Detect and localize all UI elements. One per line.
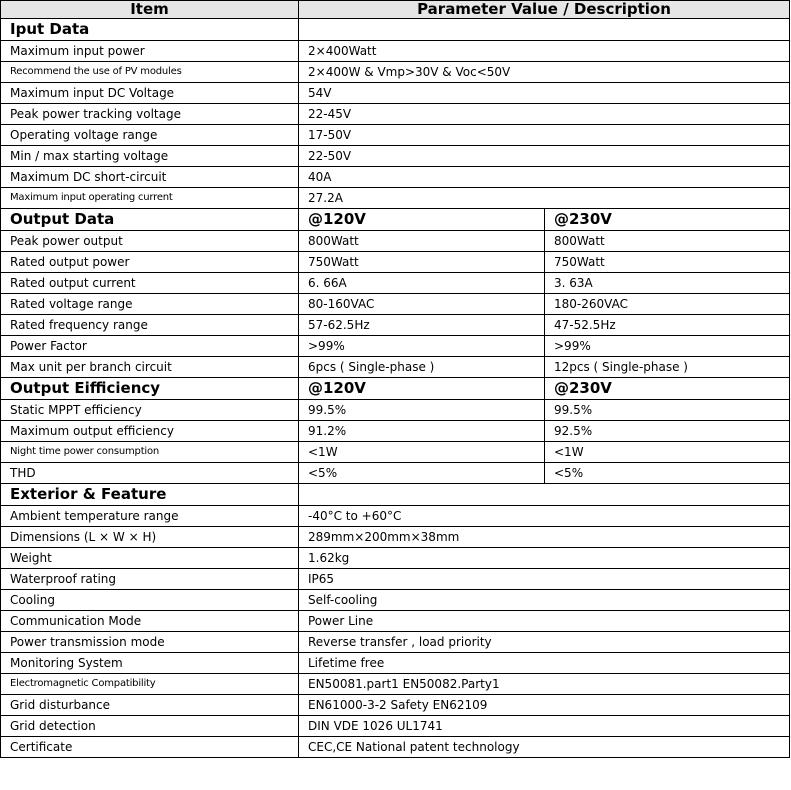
table-row <box>1 695 790 716</box>
row-value-230v: 47-52.5Hz <box>545 315 790 336</box>
row-label: Static MPPT efficiency <box>1 400 299 421</box>
row-value: 2×400Watt <box>299 41 790 62</box>
row-value-120v: 80-160VAC <box>299 294 545 315</box>
table-row <box>1 611 790 632</box>
row-label: Monitoring System <box>1 653 299 674</box>
row-value-230v: 800Watt <box>545 231 790 252</box>
table-row <box>1 315 790 336</box>
row-label: Maximum input power <box>1 41 299 62</box>
row-label: Grid detection <box>1 716 299 737</box>
row-value-120v: >99% <box>299 336 545 357</box>
row-label: Rated voltage range <box>1 294 299 315</box>
row-value-230v: 3. 63A <box>545 273 790 294</box>
table-row <box>1 231 790 252</box>
row-label: Rated frequency range <box>1 315 299 336</box>
output-efficiency-header-row <box>1 378 790 400</box>
table-row <box>1 569 790 590</box>
row-label: Peak power output <box>1 231 299 252</box>
row-value-230v: <1W <box>545 442 790 463</box>
row-label: Cooling <box>1 590 299 611</box>
table-row <box>1 506 790 527</box>
table-row <box>1 125 790 146</box>
row-label: Maximum input operating current <box>1 188 299 209</box>
row-value-230v: 92.5% <box>545 421 790 442</box>
row-value-120v: 57-62.5Hz <box>299 315 545 336</box>
row-label: Grid disturbance <box>1 695 299 716</box>
row-value: Power Line <box>299 611 790 632</box>
row-value-230v: 750Watt <box>545 252 790 273</box>
row-value-120v: 800Watt <box>299 231 545 252</box>
row-label: THD <box>1 463 299 484</box>
row-value-230v: 99.5% <box>545 400 790 421</box>
table-row <box>1 167 790 188</box>
table-row <box>1 104 790 125</box>
row-value: 22-50V <box>299 146 790 167</box>
row-label: Maximum DC short-circuit <box>1 167 299 188</box>
output-efficiency-title: Output Eifficiency <box>1 378 299 400</box>
row-value-230v: >99% <box>545 336 790 357</box>
table-row <box>1 737 790 758</box>
table-row <box>1 421 790 442</box>
table-row <box>1 62 790 83</box>
row-label: Dimensions (L × W × H) <box>1 527 299 548</box>
item-column-header: Item <box>1 1 299 19</box>
exterior-feature-title: Exterior & Feature <box>1 484 299 506</box>
row-label: Peak power tracking voltage <box>1 104 299 125</box>
row-value: 40A <box>299 167 790 188</box>
row-label: Waterproof rating <box>1 569 299 590</box>
row-label: Ambient temperature range <box>1 506 299 527</box>
row-value: DIN VDE 1026 UL1741 <box>299 716 790 737</box>
row-value: 1.62kg <box>299 548 790 569</box>
row-value-120v: <1W <box>299 442 545 463</box>
row-label: Weight <box>1 548 299 569</box>
row-label: Recommend the use of PV modules <box>1 62 299 83</box>
table-row <box>1 83 790 104</box>
output-efficiency-col-230v: @230V <box>545 378 790 400</box>
output-data-col-120v: @120V <box>299 209 545 231</box>
row-value-120v: <5% <box>299 463 545 484</box>
row-value-230v: 12pcs ( Single-phase ) <box>545 357 790 378</box>
row-value: Reverse transfer , load priority <box>299 632 790 653</box>
row-label: Maximum input DC Voltage <box>1 83 299 104</box>
output-data-header-row <box>1 209 790 231</box>
row-value: 22-45V <box>299 104 790 125</box>
row-label: Night time power consumption <box>1 442 299 463</box>
row-value-120v: 750Watt <box>299 252 545 273</box>
table-row <box>1 716 790 737</box>
table-row <box>1 357 790 378</box>
row-value-230v: 180-260VAC <box>545 294 790 315</box>
table-row <box>1 252 790 273</box>
row-label: Certificate <box>1 737 299 758</box>
row-label: Electromagnetic Compatibility <box>1 674 299 695</box>
row-label: Power transmission mode <box>1 632 299 653</box>
table-row <box>1 653 790 674</box>
table-row <box>1 294 790 315</box>
table-row <box>1 463 790 484</box>
row-value-120v: 99.5% <box>299 400 545 421</box>
row-value-120v: 6. 66A <box>299 273 545 294</box>
table-header-row <box>1 1 790 19</box>
table-row <box>1 336 790 357</box>
exterior-feature-header-blank <box>299 484 790 506</box>
table-row <box>1 146 790 167</box>
row-value: IP65 <box>299 569 790 590</box>
row-value: EN50081.part1 EN50082.Party1 <box>299 674 790 695</box>
row-label: Min / max starting voltage <box>1 146 299 167</box>
table-row <box>1 188 790 209</box>
spec-table-body <box>1 1 790 758</box>
row-value: Lifetime free <box>299 653 790 674</box>
input-data-header-row <box>1 19 790 41</box>
row-value: 27.2A <box>299 188 790 209</box>
output-data-title: Output Data <box>1 209 299 231</box>
table-row <box>1 273 790 294</box>
row-value: 54V <box>299 83 790 104</box>
row-value: EN61000-3-2 Safety EN62109 <box>299 695 790 716</box>
output-data-col-230v: @230V <box>545 209 790 231</box>
row-label: Operating voltage range <box>1 125 299 146</box>
row-label: Power Factor <box>1 336 299 357</box>
row-value: CEC,CE National patent technology <box>299 737 790 758</box>
table-row <box>1 590 790 611</box>
input-data-title: Iput Data <box>1 19 299 41</box>
table-row <box>1 400 790 421</box>
table-row <box>1 632 790 653</box>
table-row <box>1 674 790 695</box>
row-label: Communication Mode <box>1 611 299 632</box>
row-label: Max unit per branch circuit <box>1 357 299 378</box>
row-value: 289mm×200mm×38mm <box>299 527 790 548</box>
table-row <box>1 442 790 463</box>
parameter-column-header: Parameter Value / Description <box>299 1 790 19</box>
row-value: Self-cooling <box>299 590 790 611</box>
exterior-feature-header-row <box>1 484 790 506</box>
row-label: Maximum output efficiency <box>1 421 299 442</box>
row-label: Rated output current <box>1 273 299 294</box>
row-value: 17-50V <box>299 125 790 146</box>
table-row <box>1 548 790 569</box>
table-row <box>1 527 790 548</box>
row-label: Rated output power <box>1 252 299 273</box>
output-efficiency-col-120v: @120V <box>299 378 545 400</box>
row-value: -40°C to +60°C <box>299 506 790 527</box>
row-value-120v: 6pcs ( Single-phase ) <box>299 357 545 378</box>
table-row <box>1 41 790 62</box>
input-data-header-blank <box>299 19 790 41</box>
row-value-120v: 91.2% <box>299 421 545 442</box>
row-value-230v: <5% <box>545 463 790 484</box>
row-value: 2×400W & Vmp>30V & Voc<50V <box>299 62 790 83</box>
